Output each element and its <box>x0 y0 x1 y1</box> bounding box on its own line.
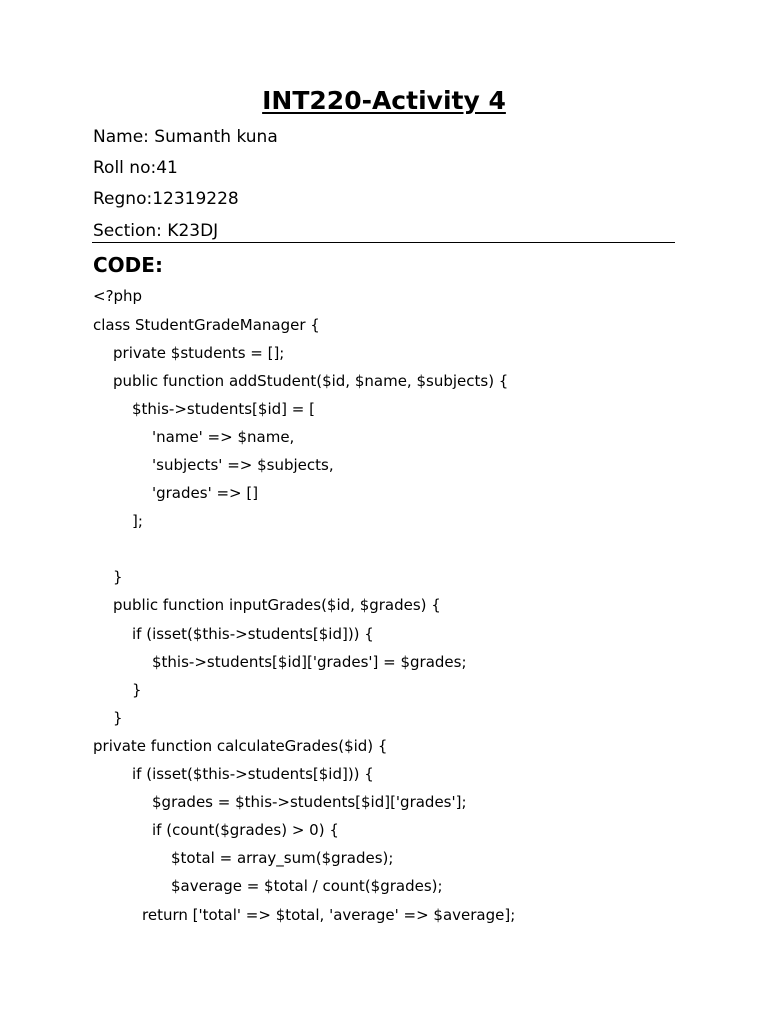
code-line: private $students = []; <box>113 344 285 362</box>
code-line: private function calculateGrades($id) { <box>93 737 388 755</box>
code-line: 'name' => $name, <box>152 428 295 446</box>
code-line: 'subjects' => $subjects, <box>152 456 334 474</box>
section: Section: K23DJ <box>93 221 219 241</box>
code-line: $grades = $this->students[$id]['grades']; <box>152 793 467 811</box>
code-line: } <box>132 681 142 699</box>
document-title: INT220-Activity 4 <box>262 86 506 115</box>
code-line: $this->students[$id] = [ <box>132 400 315 418</box>
code-line: $this->students[$id]['grades'] = $grades; <box>152 653 467 671</box>
code-line: if (isset($this->students[$id])) { <box>132 625 374 643</box>
code-line: if (isset($this->students[$id])) { <box>132 765 374 783</box>
code-line: $total = array_sum($grades); <box>171 849 394 867</box>
student-name: Name: Sumanth kuna <box>93 127 278 147</box>
code-line: return ['total' => $total, 'average' => $average]; <box>142 906 516 924</box>
roll-number: Roll no:41 <box>93 158 178 178</box>
code-line: public function addStudent($id, $name, $subjects) { <box>113 372 509 390</box>
code-heading: CODE: <box>93 253 163 277</box>
code-line: public function inputGrades($id, $grades) { <box>113 596 441 614</box>
code-line: 'grades' => [] <box>152 484 259 502</box>
code-line: } <box>113 709 123 727</box>
code-line: ]; <box>132 512 143 530</box>
horizontal-divider <box>92 242 675 243</box>
code-line: if (count($grades) > 0) { <box>152 821 339 839</box>
code-line: class StudentGradeManager { <box>93 316 320 334</box>
code-line: } <box>113 568 123 586</box>
registration-number: Regno:12319228 <box>93 189 239 209</box>
code-line: <?php <box>93 287 143 305</box>
code-line: $average = $total / count($grades); <box>171 877 443 895</box>
